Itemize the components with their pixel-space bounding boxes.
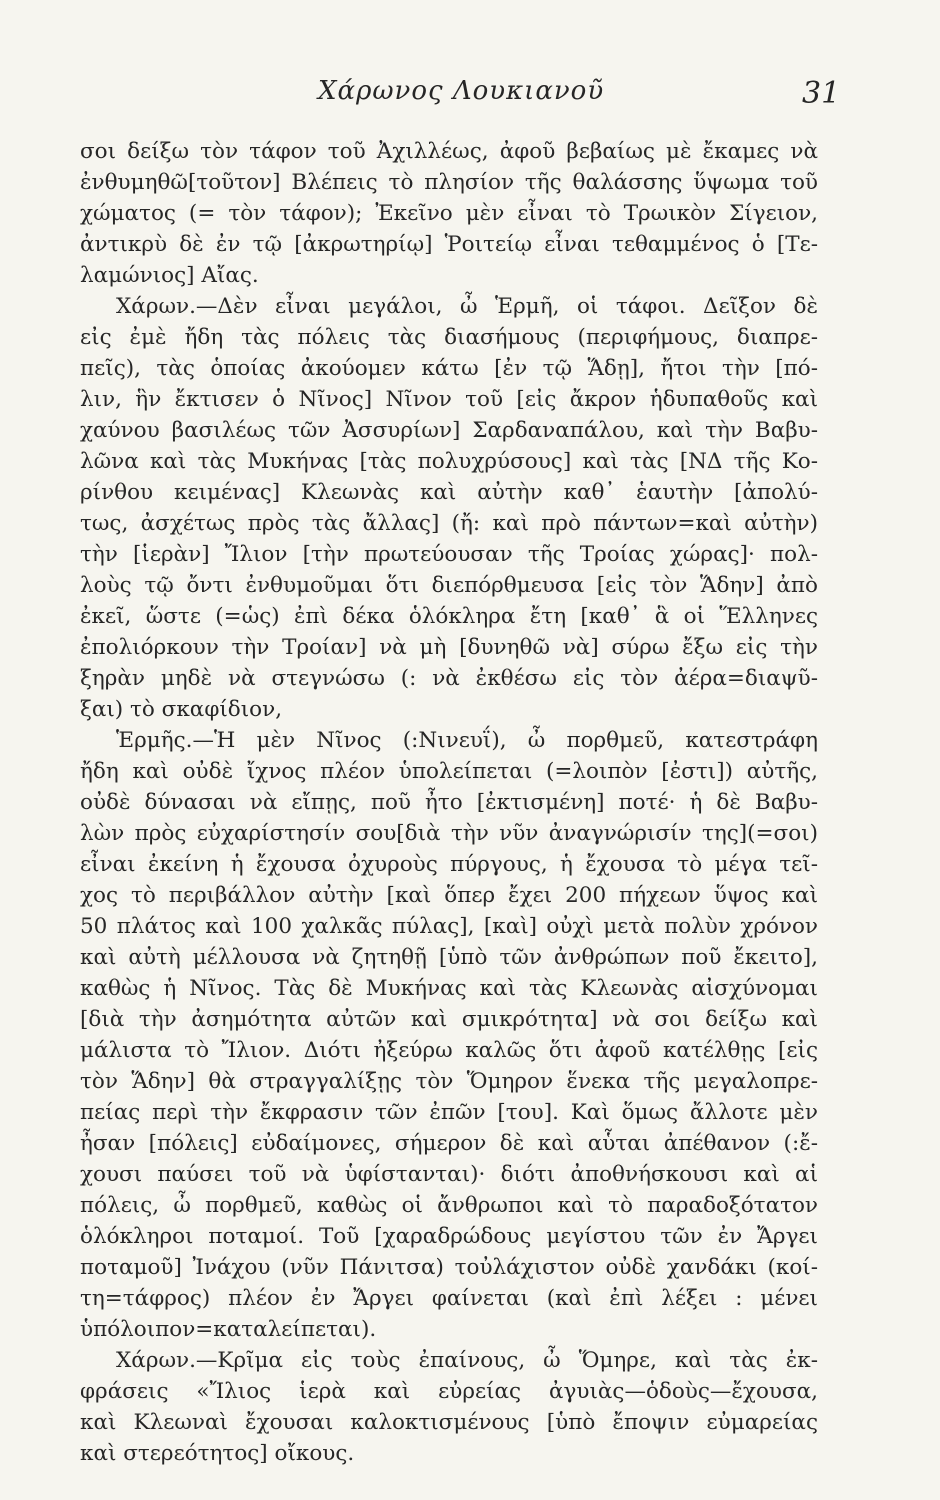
text-line: ἐπολιόρκουν τὴν Τροίαν] νὰ μὴ [δυνηθῶ νὰ] σύρω ἔξω εἰς τὴν: [80, 635, 818, 660]
text-line: πείας περὶ τὴν ἔκφρασιν τῶν ἐπῶν [του]. Καὶ ὅμως ἄλλοτε μὲν: [80, 1100, 818, 1125]
text-line: [διὰ τὴν ἀσημότητα αὐτῶν καὶ σμικρότητα] νὰ σοι δείξω καὶ: [80, 1007, 818, 1032]
text-line: ἐνθυμηθῶ[τοῦτον] Βλέπεις τὸ πλησίον τῆς θαλάσσης ὕψωμα τοῦ: [80, 170, 818, 195]
text-line: καὶ στερεότητος] οἴκους.: [80, 1441, 355, 1466]
text-line: πόλεις, ὦ πορθμεῦ, καθὼς οἱ ἄνθρωποι καὶ τὸ παραδοξότατον: [80, 1193, 818, 1218]
text-line: οὐδὲ δύνασαι νὰ εἴπῃς, ποῦ ἦτο [ἐκτισμένη] ποτέ· ἡ δὲ Βαβυ-: [80, 790, 818, 815]
text-line: ποταμοῦ] Ἰνάχου (νῦν Πάνιτσα) τοὐλάχιστον οὐδὲ χανδάκι (κοί-: [80, 1255, 818, 1280]
text-line: πεῖς), τὰς ὁποίας ἀκούομεν κάτω [ἐν τῷ Ἅδῃ], ἤτοι τὴν [πό-: [80, 356, 818, 381]
text-line: ὑπόλοιπον=καταλείπεται).: [80, 1317, 377, 1342]
text-line: 50 πλάτος καὶ 100 χαλκᾶς πύλας], [καὶ] οὐχὶ μετὰ πολὺν χρόνον: [80, 914, 818, 939]
text-line: εἶναι ἐκείνη ἡ ἔχουσα ὀχυροὺς πύργους, ἡ ἔχουσα τὸ μέγα τεῖ-: [80, 852, 818, 877]
text-line: χος τὸ περιβάλλον αὐτὴν [καὶ ὅπερ ἔχει 200 πήχεων ὕψος καὶ: [80, 883, 818, 908]
text-line: τὴν [ἱερὰν] Ἴλιον [τὴν πρωτεύουσαν τῆς Τροίας χώρας]· πολ-: [80, 542, 818, 567]
page-header: [0, 72, 940, 116]
text-line: φράσεις «Ἴλιος ἱερὰ καὶ εὐρείας ἀγυιὰς—ὁδοὺς—ἔχουσα,: [80, 1379, 818, 1404]
body-text: [80, 136, 818, 1469]
text-line: καὶ αὐτὴ μέλλουσα νὰ ζητηθῇ [ὑπὸ τῶν ἀνθρώπων ποῦ ἔκειτο],: [80, 945, 818, 970]
text-line: ξαι) τὸ σκαφίδιον,: [80, 697, 283, 722]
text-line: χώματος (= τὸν τάφον); Ἐκεῖνο μὲν εἶναι τὸ Τρωικὸν Σίγειον,: [80, 201, 818, 226]
text-line: καὶ Κλεωναὶ ἔχουσαι καλοκτισμένους [ὑπὸ ἔποψιν εὐμαρείας: [80, 1410, 818, 1435]
text-line: τη=τάφρος) πλέον ἐν Ἄργει φαίνεται (καὶ ἐπὶ λέξει : μένει: [80, 1286, 818, 1311]
running-title: Χάρωνος Λουκιανοῦ: [318, 76, 605, 106]
text-line: Ἑρμῆς.—Ἡ μὲν Νῖνος (:Νινευΐ), ὦ πορθμεῦ, κατεστράφη: [116, 728, 818, 753]
text-line: λὼν πρὸς εὐχαρίστησίν σου[διὰ τὴν νῦν ἀναγνώρισίν της](=σοι): [80, 821, 818, 846]
text-line: μάλιστα τὸ Ἴλιον. Διότι ἠξεύρω καλῶς ὅτι ἀφοῦ κατέλθῃς [εἰς: [80, 1038, 818, 1063]
text-line: χαύνου βασιλέως τῶν Ἀσσυρίων] Σαρδαναπάλου, καὶ τὴν Βαβυ-: [80, 418, 818, 443]
text-line: ξηρὰν μηδὲ νὰ στεγνώσω (: νὰ ἐκθέσω εἰς τὸν ἀέρα=διαψῦ-: [80, 666, 818, 691]
page-number: 31: [802, 76, 841, 111]
text-line: καθὼς ἡ Νῖνος. Τὰς δὲ Μυκήνας καὶ τὰς Κλεωνὰς αἰσχύνομαι: [80, 976, 818, 1001]
text-line: ὁλόκληροι ποταμοί. Τοῦ [χαραδρώδους μεγίστου τῶν ἐν Ἄργει: [80, 1224, 818, 1249]
text-line: ἐκεῖ, ὥστε (=ὡς) ἐπὶ δέκα ὁλόκληρα ἔτη [καθ᾽ ἃ οἱ Ἕλληνες: [80, 604, 818, 629]
text-line: ἀντικρὺ δὲ ἐν τῷ [ἀκρωτηρίῳ] Ῥοιτείῳ εἶναι τεθαμμένος ὁ [Τε-: [80, 232, 818, 257]
text-line: χουσι παύσει τοῦ νὰ ὑφίστανται)· διότι ἀποθνήσκουσι καὶ αἱ: [80, 1162, 818, 1187]
text-line: εἰς ἐμὲ ἤδη τὰς πόλεις τὰς διασήμους (περιφήμους, διαπρε-: [80, 325, 818, 350]
text-line: Χάρων.—Δὲν εἶναι μεγάλοι, ὦ Ἑρμῆ, οἱ τάφοι. Δεῖξον δὲ: [116, 294, 818, 319]
text-line: λοὺς τῷ ὄντι ἐνθυμοῦμαι ὅτι διεπόρθμευσα [εἰς τὸν Ἅδην] ἀπὸ: [80, 573, 818, 598]
text-line: ρίνθου κειμένας] Κλεωνὰς καὶ αὐτὴν καθ᾽ ἑαυτὴν [ἀπολύ-: [80, 480, 818, 505]
text-line: ἤδη καὶ οὐδὲ ἴχνος πλέον ὑπολείπεται (=λοιπὸν [ἐστι]) αὐτῆς,: [80, 759, 818, 784]
text-line: λαμώνιος] Αἴας.: [80, 263, 259, 288]
text-line: τως, ἀσχέτως πρὸς τὰς ἄλλας] (ἤ: καὶ πρὸ πάντων=καὶ αὐτὴν): [80, 511, 818, 536]
text-line: τὸν Ἅδην] θὰ στραγγαλίξῃς τὸν Ὅμηρον ἕνεκα τῆς μεγαλοπρε-: [80, 1069, 818, 1094]
text-line: λιν, ἣν ἔκτισεν ὁ Νῖνος] Νῖνον τοῦ [εἰς ἄκρον ἡδυπαθοῦς καὶ: [80, 387, 818, 412]
text-line: ἦσαν [πόλεις] εὐδαίμονες, σήμερον δὲ καὶ αὗται ἀπέθανον (:ἔ-: [80, 1131, 818, 1156]
text-line: σοι δείξω τὸν τάφον τοῦ Ἀχιλλέως, ἀφοῦ βεβαίως μὲ ἔκαμες νὰ: [80, 139, 818, 164]
text-line: Χάρων.—Κρῖμα εἰς τοὺς ἐπαίνους, ὦ Ὅμηρε, καὶ τὰς ἐκ-: [116, 1348, 818, 1373]
text-line: λῶνα καὶ τὰς Μυκήνας [τὰς πολυχρύσους] καὶ τὰς [ΝΔ τῆς Κο-: [80, 449, 818, 474]
